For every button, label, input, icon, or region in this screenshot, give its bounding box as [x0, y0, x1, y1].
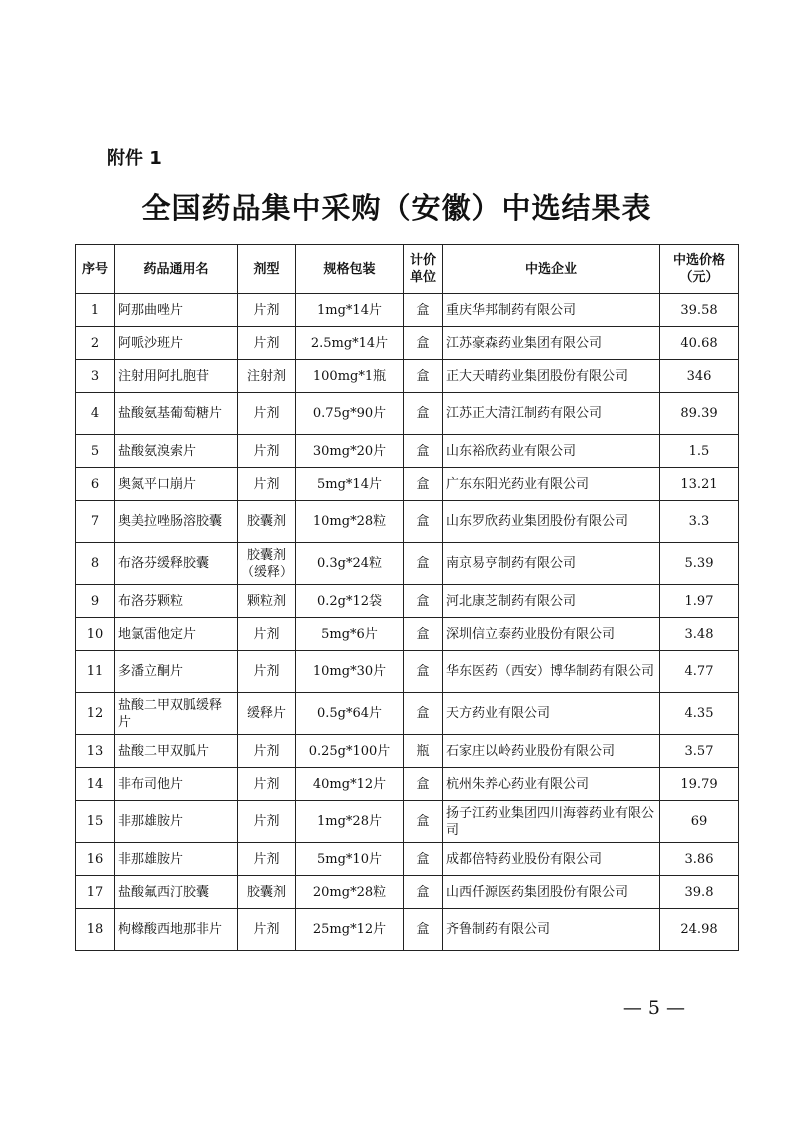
selected-price: 3.48 — [660, 618, 739, 651]
selected-company: 江苏正大清江制药有限公司 — [443, 393, 660, 435]
page-title: 全国药品集中采购（安徽）中选结果表 — [141, 191, 652, 225]
pricing-unit: 盒 — [404, 768, 443, 801]
selected-company: 正大天晴药业集团股份有限公司 — [443, 360, 660, 393]
selected-price: 1.97 — [660, 585, 739, 618]
row-number: 9 — [76, 585, 115, 618]
table-row — [76, 327, 739, 360]
package-spec: 5mg*10片 — [296, 843, 404, 876]
selected-company: 江苏豪森药业集团有限公司 — [443, 327, 660, 360]
row-number: 14 — [76, 768, 115, 801]
package-spec: 5mg*14片 — [296, 468, 404, 501]
dosage-form: 片剂 — [238, 618, 296, 651]
selected-price: 13.21 — [660, 468, 739, 501]
selected-company: 齐鲁制药有限公司 — [443, 909, 660, 951]
drug-name: 非布司他片 — [115, 768, 238, 801]
selected-price: 1.5 — [660, 435, 739, 468]
table-row — [76, 435, 739, 468]
pricing-unit: 盒 — [404, 294, 443, 327]
package-spec: 10mg*30片 — [296, 651, 404, 693]
selected-price: 3.3 — [660, 501, 739, 543]
drug-name: 布洛芬缓释胶囊 — [115, 543, 238, 585]
selected-price: 4.35 — [660, 693, 739, 735]
table-row — [76, 393, 739, 435]
table-row — [76, 909, 739, 951]
row-number: 4 — [76, 393, 115, 435]
row-number: 18 — [76, 909, 115, 951]
pricing-unit: 盒 — [404, 435, 443, 468]
row-number: 5 — [76, 435, 115, 468]
package-spec: 0.2g*12袋 — [296, 585, 404, 618]
pricing-unit: 盒 — [404, 801, 443, 843]
selected-price: 3.57 — [660, 735, 739, 768]
header-cell: 序号 — [76, 245, 115, 294]
drug-name: 多潘立酮片 — [115, 651, 238, 693]
pricing-unit: 盒 — [404, 543, 443, 585]
table-row — [76, 468, 739, 501]
dosage-form: 胶囊剂 — [238, 501, 296, 543]
drug-name: 盐酸氨溴索片 — [115, 435, 238, 468]
dosage-form: 片剂 — [238, 435, 296, 468]
selected-price: 24.98 — [660, 909, 739, 951]
selected-price: 5.39 — [660, 543, 739, 585]
row-number: 1 — [76, 294, 115, 327]
header-cell: 剂型 — [238, 245, 296, 294]
dosage-form: 片剂 — [238, 294, 296, 327]
table-header-row — [76, 245, 739, 294]
header-cell: 规格包装 — [296, 245, 404, 294]
package-spec: 0.5g*64片 — [296, 693, 404, 735]
header-cell: 中选企业 — [443, 245, 660, 294]
drug-name: 非那雄胺片 — [115, 801, 238, 843]
selected-company: 深圳信立泰药业股份有限公司 — [443, 618, 660, 651]
package-spec: 0.75g*90片 — [296, 393, 404, 435]
selected-company: 杭州朱养心药业有限公司 — [443, 768, 660, 801]
row-number: 12 — [76, 693, 115, 735]
row-number: 3 — [76, 360, 115, 393]
dosage-form: 胶囊剂 — [238, 876, 296, 909]
pricing-unit: 盒 — [404, 651, 443, 693]
pricing-unit: 盒 — [404, 693, 443, 735]
package-spec: 100mg*1瓶 — [296, 360, 404, 393]
header-cell: 药品通用名 — [115, 245, 238, 294]
selected-price: 89.39 — [660, 393, 739, 435]
drug-name: 枸橼酸西地那非片 — [115, 909, 238, 951]
table-row — [76, 360, 739, 393]
pricing-unit: 盒 — [404, 393, 443, 435]
results-table — [75, 244, 739, 951]
drug-name: 布洛芬颗粒 — [115, 585, 238, 618]
dosage-form: 胶囊剂（缓释） — [238, 543, 296, 585]
row-number: 17 — [76, 876, 115, 909]
table-row — [76, 501, 739, 543]
selected-price: 19.79 — [660, 768, 739, 801]
dosage-form: 片剂 — [238, 651, 296, 693]
selected-price: 346 — [660, 360, 739, 393]
header-cell: 中选价格（元） — [660, 245, 739, 294]
selected-company: 华东医药（西安）博华制药有限公司 — [443, 651, 660, 693]
table-row — [76, 543, 739, 585]
package-spec: 20mg*28粒 — [296, 876, 404, 909]
dosage-form: 注射剂 — [238, 360, 296, 393]
selected-company: 山东裕欣药业有限公司 — [443, 435, 660, 468]
pricing-unit: 盒 — [404, 843, 443, 876]
drug-name: 阿那曲唑片 — [115, 294, 238, 327]
attachment-label: 附件 1 — [107, 148, 162, 169]
selected-price: 40.68 — [660, 327, 739, 360]
package-spec: 30mg*20片 — [296, 435, 404, 468]
table-row — [76, 585, 739, 618]
dosage-form: 片剂 — [238, 327, 296, 360]
drug-name: 盐酸氟西汀胶囊 — [115, 876, 238, 909]
row-number: 7 — [76, 501, 115, 543]
selected-company: 广东东阳光药业有限公司 — [443, 468, 660, 501]
dosage-form: 缓释片 — [238, 693, 296, 735]
package-spec: 10mg*28粒 — [296, 501, 404, 543]
dosage-form: 片剂 — [238, 393, 296, 435]
selected-price: 3.86 — [660, 843, 739, 876]
selected-company: 南京易亨制药有限公司 — [443, 543, 660, 585]
package-spec: 1mg*14片 — [296, 294, 404, 327]
pricing-unit: 瓶 — [404, 735, 443, 768]
header-cell: 计价单位 — [404, 245, 443, 294]
dosage-form: 片剂 — [238, 468, 296, 501]
pricing-unit: 盒 — [404, 501, 443, 543]
pricing-unit: 盒 — [404, 876, 443, 909]
selected-price: 4.77 — [660, 651, 739, 693]
drug-name: 阿哌沙班片 — [115, 327, 238, 360]
dosage-form: 片剂 — [238, 843, 296, 876]
package-spec: 0.25g*100片 — [296, 735, 404, 768]
row-number: 11 — [76, 651, 115, 693]
row-number: 2 — [76, 327, 115, 360]
selected-company: 山东罗欣药业集团股份有限公司 — [443, 501, 660, 543]
selected-company: 石家庄以岭药业股份有限公司 — [443, 735, 660, 768]
table-row — [76, 735, 739, 768]
selected-company: 天方药业有限公司 — [443, 693, 660, 735]
row-number: 10 — [76, 618, 115, 651]
row-number: 6 — [76, 468, 115, 501]
table-row — [76, 651, 739, 693]
drug-name: 盐酸氨基葡萄糖片 — [115, 393, 238, 435]
package-spec: 5mg*6片 — [296, 618, 404, 651]
table-row — [76, 294, 739, 327]
dosage-form: 片剂 — [238, 801, 296, 843]
dosage-form: 颗粒剂 — [238, 585, 296, 618]
pricing-unit: 盒 — [404, 468, 443, 501]
pricing-unit: 盒 — [404, 909, 443, 951]
selected-price: 69 — [660, 801, 739, 843]
drug-name: 盐酸二甲双胍缓释片 — [115, 693, 238, 735]
selected-company: 河北康芝制药有限公司 — [443, 585, 660, 618]
package-spec: 25mg*12片 — [296, 909, 404, 951]
pricing-unit: 盒 — [404, 327, 443, 360]
selected-company: 成都倍特药业股份有限公司 — [443, 843, 660, 876]
table-row — [76, 876, 739, 909]
drug-name: 奥美拉唑肠溶胶囊 — [115, 501, 238, 543]
row-number: 8 — [76, 543, 115, 585]
drug-name: 奥氮平口崩片 — [115, 468, 238, 501]
pricing-unit: 盒 — [404, 360, 443, 393]
selected-company: 重庆华邦制药有限公司 — [443, 294, 660, 327]
selected-company: 扬子江药业集团四川海蓉药业有限公司 — [443, 801, 660, 843]
table-row — [76, 618, 739, 651]
drug-name: 注射用阿扎胞苷 — [115, 360, 238, 393]
page-number: — 5 — — [622, 997, 685, 1019]
dosage-form: 片剂 — [238, 909, 296, 951]
row-number: 16 — [76, 843, 115, 876]
drug-name: 盐酸二甲双胍片 — [115, 735, 238, 768]
row-number: 15 — [76, 801, 115, 843]
package-spec: 2.5mg*14片 — [296, 327, 404, 360]
selected-price: 39.8 — [660, 876, 739, 909]
row-number: 13 — [76, 735, 115, 768]
drug-name: 地氯雷他定片 — [115, 618, 238, 651]
package-spec: 1mg*28片 — [296, 801, 404, 843]
dosage-form: 片剂 — [238, 768, 296, 801]
table-row — [76, 768, 739, 801]
selected-company: 山西仟源医药集团股份有限公司 — [443, 876, 660, 909]
pricing-unit: 盒 — [404, 618, 443, 651]
selected-price: 39.58 — [660, 294, 739, 327]
drug-name: 非那雄胺片 — [115, 843, 238, 876]
table-row — [76, 843, 739, 876]
table-row — [76, 801, 739, 843]
pricing-unit: 盒 — [404, 585, 443, 618]
table-row — [76, 693, 739, 735]
dosage-form: 片剂 — [238, 735, 296, 768]
package-spec: 40mg*12片 — [296, 768, 404, 801]
package-spec: 0.3g*24粒 — [296, 543, 404, 585]
